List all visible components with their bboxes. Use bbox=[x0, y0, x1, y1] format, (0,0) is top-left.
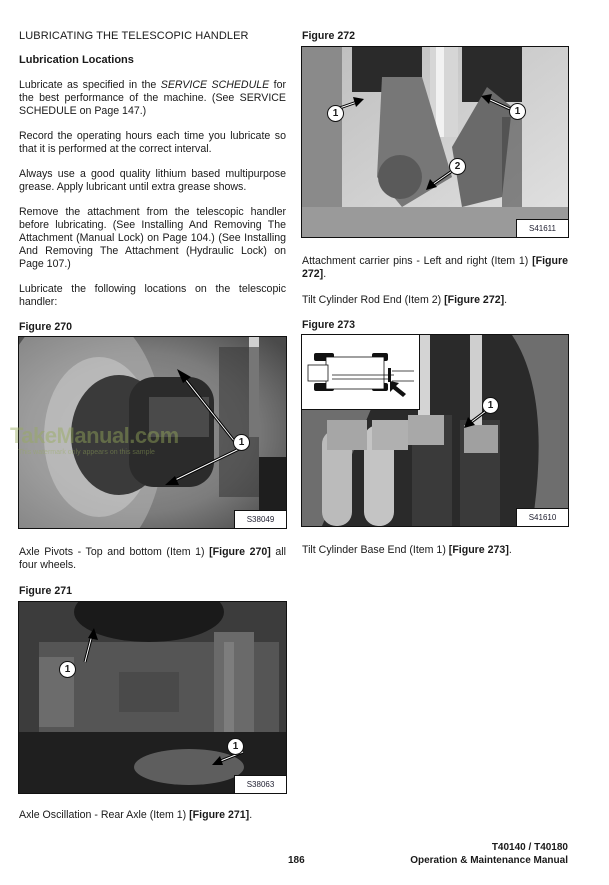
paragraph-lubricate-locations: Lubricate the following locations on the telescopic handler: bbox=[19, 283, 286, 308]
text: . bbox=[249, 809, 253, 821]
callout-item-1-left: 1 bbox=[327, 105, 344, 122]
text: Attachment carrier pins - Left and right (Item 1) bbox=[302, 255, 533, 267]
callout-item-1: 1 bbox=[482, 397, 499, 414]
attachment-carrier-photo bbox=[302, 47, 568, 237]
figure-code: S38049 bbox=[234, 510, 286, 528]
paragraph-grease: Always use a good quality lithium based multipurpose grease. Apply lubricant until extra grease shows. bbox=[19, 168, 286, 193]
callout-item-1-top: 1 bbox=[59, 661, 76, 678]
footer-manual-title: Operation & Maintenance Manual bbox=[410, 855, 568, 866]
caption-figure-272-rod-end bbox=[302, 294, 568, 307]
page-number: 186 bbox=[288, 855, 305, 866]
figure-reference: [Figure 273] bbox=[448, 544, 509, 556]
axle-pivot-photo bbox=[19, 337, 286, 528]
text: Tilt Cylinder Rod End (Item 2) bbox=[302, 294, 445, 306]
figure-reference: [Figure 272] bbox=[302, 255, 568, 280]
figure-reference: [Figure 272] bbox=[444, 294, 505, 306]
callout-item-2: 2 bbox=[449, 158, 466, 175]
figure-272-label: Figure 272 bbox=[302, 30, 355, 42]
text: Tilt Cylinder Base End (Item 1) bbox=[302, 544, 449, 556]
figure-reference: [Figure 270] bbox=[209, 546, 271, 558]
figure-271-image bbox=[18, 601, 287, 794]
text: . bbox=[508, 544, 512, 556]
callout-item-1-bottom: 1 bbox=[227, 738, 244, 755]
watermark: TakeManual.com bbox=[10, 423, 179, 448]
figure-270-label: Figure 270 bbox=[19, 321, 72, 333]
figure-273-inset bbox=[302, 335, 420, 410]
rear-axle-photo bbox=[19, 602, 286, 793]
text: for the best performance of the machine. (See SERVICE SCHEDULE on Page 147.) bbox=[19, 79, 287, 117]
subsection-title: Lubrication Locations bbox=[19, 54, 134, 66]
figure-272-image bbox=[301, 46, 569, 238]
paragraph-service-schedule bbox=[19, 79, 286, 118]
watermark-subtext: This watermark only appears on this sample bbox=[18, 449, 155, 456]
emphasis-text: SERVICE SCHEDULE bbox=[160, 79, 270, 91]
text: . bbox=[323, 268, 327, 280]
machine-top-view-diagram bbox=[302, 335, 419, 409]
figure-273-label: Figure 273 bbox=[302, 319, 355, 331]
text: . bbox=[504, 294, 508, 306]
caption-figure-272-pins bbox=[302, 255, 568, 281]
callout-item-1-right: 1 bbox=[509, 103, 526, 120]
text: Lubricate as specified in the bbox=[19, 79, 161, 91]
caption-figure-270 bbox=[19, 546, 286, 572]
paragraph-remove-attachment: Remove the attachment from the telescopic handler before lubricating. (See Installing And Removing The Attachment (Manual Lock) on Page 104.) (See Installing And Removing The Attachment (Hydraulic Lock) on Page 107.) bbox=[19, 206, 286, 270]
paragraph-operating-hours: Record the operating hours each time you lubricate so that it is performed at the correct interval. bbox=[19, 130, 286, 155]
figure-271-label: Figure 271 bbox=[19, 585, 72, 597]
figure-code: S38063 bbox=[234, 775, 286, 793]
caption-figure-271 bbox=[19, 809, 286, 822]
caption-figure-273 bbox=[302, 544, 568, 557]
figure-code: S41611 bbox=[516, 219, 568, 237]
figure-code: S41610 bbox=[516, 508, 568, 526]
figure-273-image bbox=[301, 334, 569, 527]
footer-model: T40140 / T40180 bbox=[491, 842, 568, 853]
text: Axle Pivots - Top and bottom (Item 1) bbox=[19, 546, 210, 558]
text: all four wheels. bbox=[19, 546, 287, 571]
callout-item-1: 1 bbox=[233, 434, 250, 451]
text: Axle Oscillation - Rear Axle (Item 1) bbox=[19, 809, 190, 821]
figure-reference: [Figure 271] bbox=[189, 809, 250, 821]
section-title: LUBRICATING THE TELESCOPIC HANDLER bbox=[19, 30, 249, 42]
figure-270-image bbox=[18, 336, 287, 529]
